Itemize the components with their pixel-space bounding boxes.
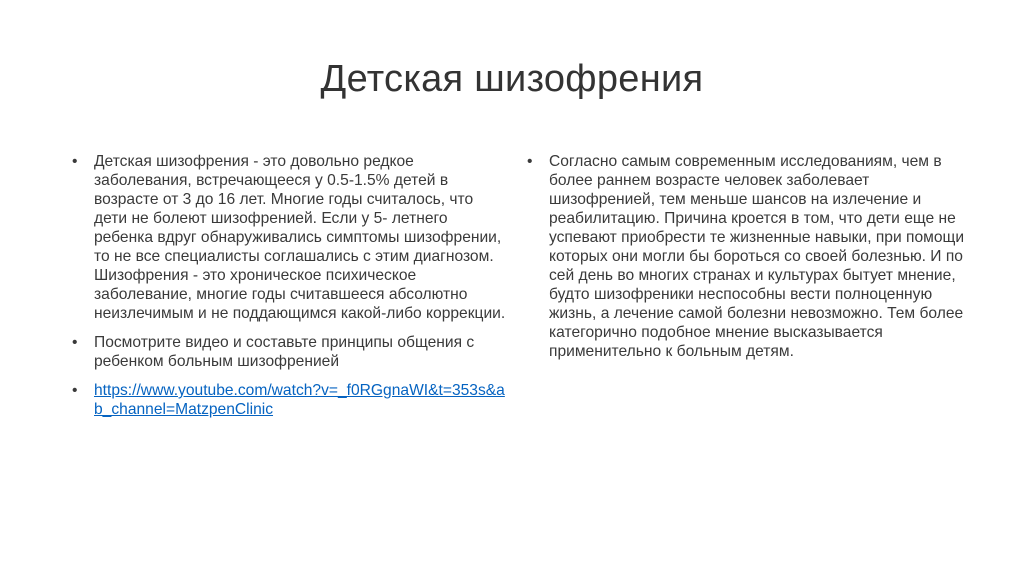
slide-title: Детская шизофрения — [320, 58, 704, 100]
link-container — [94, 381, 510, 419]
right-column — [525, 152, 965, 371]
list-item — [70, 152, 510, 323]
paragraph-text: Посмотрите видео и составьте принципы общения с ребенком больным шизофренией — [94, 334, 475, 370]
bullet-icon: • — [72, 153, 78, 170]
bullet-icon: • — [72, 334, 78, 351]
bullet-icon: • — [72, 382, 78, 399]
paragraph-text: Согласно самым современным исследованиям, чем в более раннем возрасте человек заболевает шизофренией, тем меньше шансов на излечение и реабилитацию. Причина кроется в том, что дети еще не успевают приобрести те жизненные навыки, при помощи которых они могли бы бороться со своей болезнью. И по сей день во многих странах и культурах бытует мнение, будто шизофреники неспособны вести полноценную жизнь, а лечение самой болезни невозможно. Тем более категорично подобное мнение высказывается применительно к больным детям. — [549, 153, 965, 360]
list-item — [70, 381, 510, 419]
list-item — [525, 152, 965, 361]
left-column — [70, 152, 510, 429]
bullet-icon: • — [527, 153, 533, 170]
paragraph-text: Детская шизофрения - это довольно редкое заболевания, встречающееся у 0.5-1.5% детей в возрасте от 3 до 16 лет. Многие годы считалось, что дети не болеют шизофренией. Если у 5- летнего ребенка вдруг обнаруживались симптомы шизофрении, то не все специалисты соглашались с этим диагнозом. Шизофрения - это хроническое психическое заболевание, многие годы считавшееся абсолютно неизлечимым и не поддающимся какой-либо коррекции. — [94, 153, 506, 322]
list-item — [70, 333, 510, 371]
youtube-video-link[interactable]: https://www.youtube.com/watch?v=_f0RGgnaWI&t=353s&ab_channel=MatzpenClinic — [94, 382, 505, 418]
